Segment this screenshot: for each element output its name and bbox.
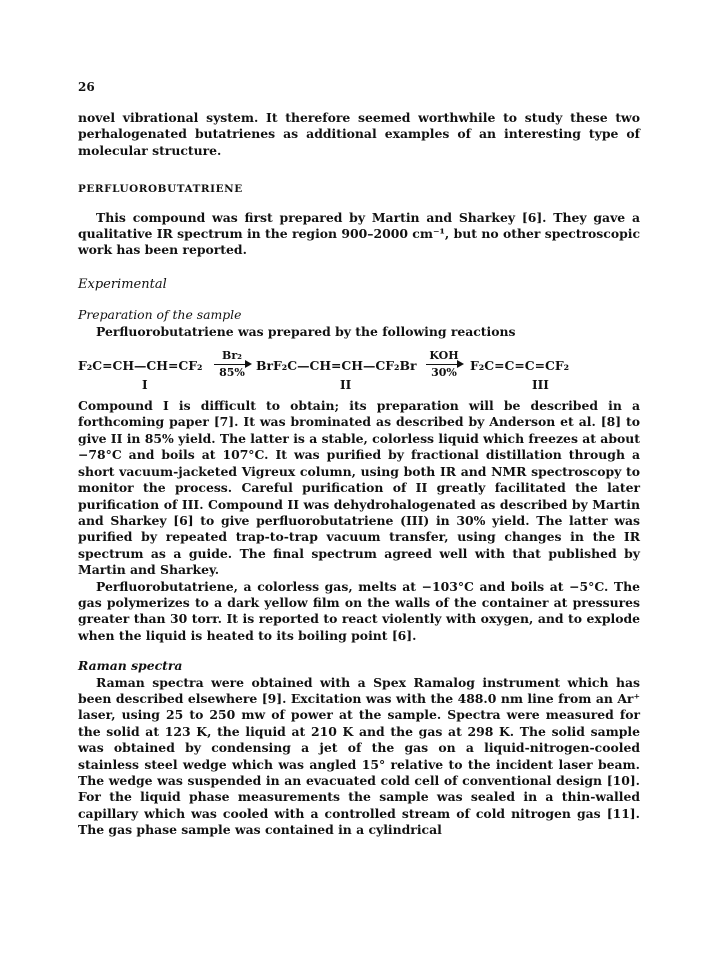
preparation-intro: Perfluorobutatriene was prepared by the following reactions	[96, 323, 516, 339]
arrow-1-reagent: Br₂	[222, 349, 242, 363]
compound-2-formula: BrF₂C—CH=CH—CF₂Br	[256, 358, 417, 374]
compound-1-label: I	[142, 378, 148, 393]
section-paragraph: This compound was first prepared by Martin and Sharkey [6]. They gave a qualitative IR spectrum in the region 900–2000 cm⁻¹, but no other spectroscopic work has been reported.	[78, 209, 640, 258]
reaction-arrow-1	[214, 350, 250, 379]
experimental-heading: Experimental	[78, 276, 167, 292]
compound-3-label: III	[532, 378, 549, 393]
arrow-2-reagent: KOH	[429, 349, 459, 363]
reaction-scheme	[78, 350, 640, 394]
arrow-2-line	[426, 364, 462, 365]
raman-heading: Raman spectra	[78, 658, 183, 674]
page-number: 26	[78, 80, 95, 94]
arrow-1-line	[214, 364, 250, 365]
reaction-arrow-2	[426, 350, 462, 379]
arrow-1-yield: 85%	[219, 366, 245, 380]
raman-paragraph: Raman spectra were obtained with a Spex Ramalog instrument which has been described elsewhere [9]. Excitation was with the 488.0 nm line from an Ar⁺ laser, using 25 to 250 mw of power at the sample. Spectra were measured for the solid at 123 K, the liquid at 210 K and the gas at 298 K. The solid sample was obtained by condensing a jet of the gas on a liquid-nitrogen-cooled stainless steel wedge which was angled 15° relative to the incident laser beam. The wedge was suspended in an evacuated cold cell of conventional design [10]. For the liquid phase measurements the sample was sealed in a thin-walled capillary which was cooled with a controlled stream of cold nitrogen gas [11]. The gas phase sample was contained in a cylindrical	[78, 674, 640, 838]
preparation-paragraph-2: Perfluorobutatriene, a colorless gas, melts at −103°C and boils at −5°C. The gas polymerizes to a dark yellow film on the walls of the container at pressures greater than 30 torr. It is reported to react violently with oxygen, and to explode when the liquid is heated to its boiling point [6].	[78, 578, 640, 643]
intro-paragraph: novel vibrational system. It therefore seemed worthwhile to study these two perhalogenated butatrienes as additional examples of an interesting type of molecular structure.	[78, 110, 640, 158]
compound-3-formula: F₂C=C=C=CF₂	[470, 358, 570, 374]
page-body	[78, 110, 640, 839]
preparation-heading: Preparation of the sample	[78, 307, 242, 323]
compound-2-label: II	[340, 378, 352, 393]
section-title: PERFLUOROBUTATRIENE	[78, 183, 243, 196]
arrow-2-yield: 30%	[431, 366, 457, 380]
compound-1-formula: F₂C=CH—CH=CF₂	[78, 358, 203, 374]
preparation-paragraph-1: Compound I is difficult to obtain; its preparation will be described in a forthcoming paper [7]. It was brominated as described by Anderson et al. [8] to give II in 85% yield. The latter is a stable, colorless liquid which freezes at about −78°C and boils at 107°C. It was purified by fractional distillation through a short vacuum-jacketed Vigreux column, using both IR and NMR spectroscopy to monitor the process. Careful purification of II greatly facilitated the later purification of III. Compound II was dehydrohalogenated as described by Martin and Sharkey [6] to give perfluorobutatriene (III) in 30% yield. The latter was purified by repeated trap-to-trap vacuum transfer, using changes in the IR spectrum as a guide. The final spectrum agreed well with that published by Martin and Sharkey.	[78, 398, 640, 578]
